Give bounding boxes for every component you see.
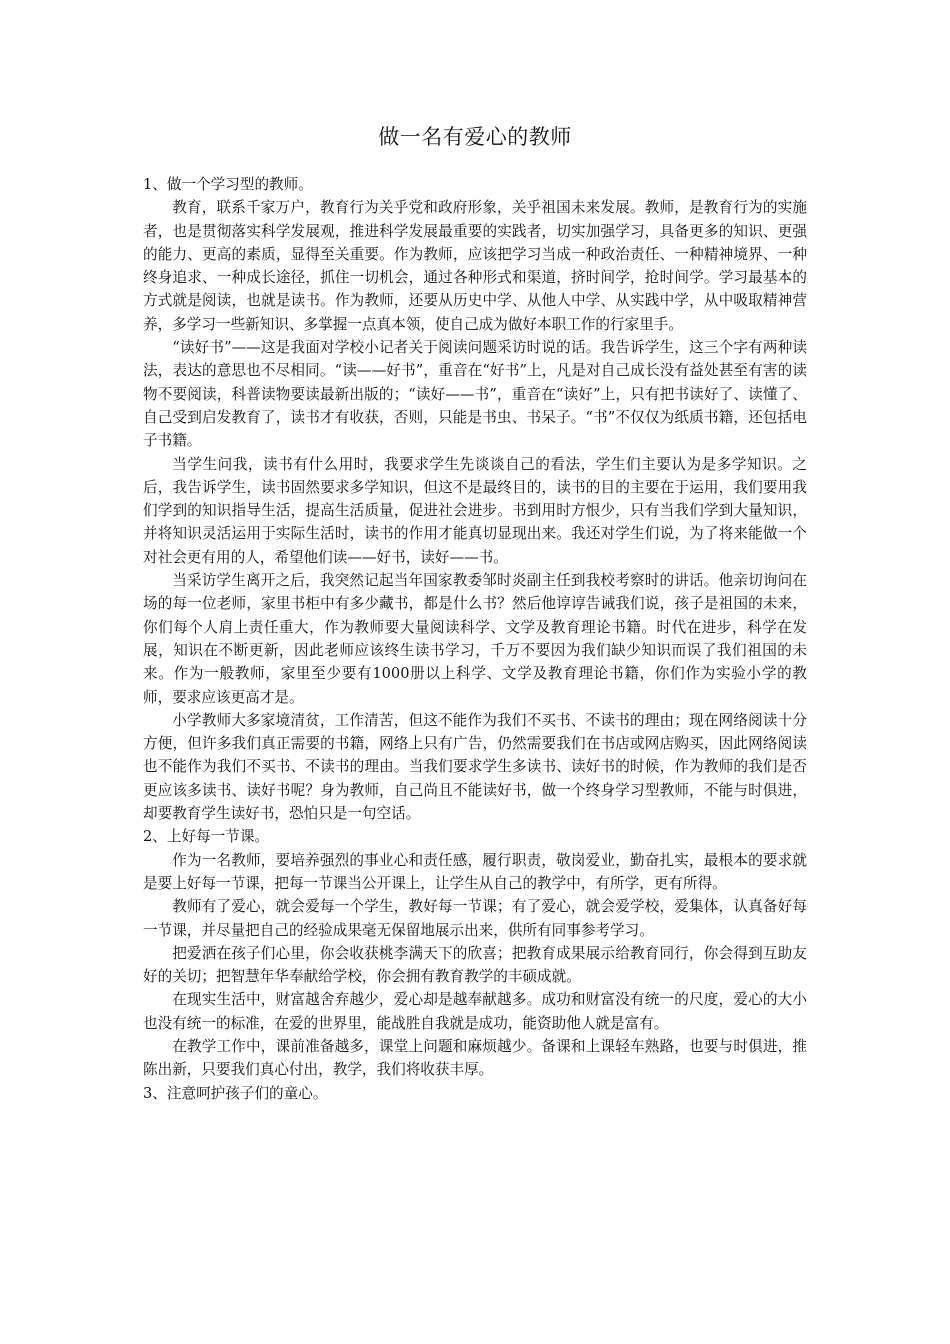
paragraph: 把爱洒在孩子们心里，你会收获桃李满天下的欣喜；把教育成果展示给教育同行，你会得到互助友好的关切；把智慧年华奉献给学校，你会拥有教育教学的丰硕成就。: [143, 944, 807, 986]
section-heading-2: 2、上好每一节课。: [143, 828, 270, 846]
document-body: [143, 173, 807, 1105]
paragraph: 教师有了爱心，就会爱每一个学生，教好每一节课；有了爱心，就会爱学校，爱集体，认真备好每一节课，并尽量把自己的经验成果毫无保留地展示出来，供所有同事参考学习。: [143, 898, 807, 939]
section-heading-1: 1、做一个学习型的教师。: [143, 176, 313, 193]
paragraph: 当学生问我，读书有什么用时，我要求学生先谈谈自己的看法，学生们主要认为是多学知识。之后，我告诉学生，读书固然要求多学知识，但这不是最终目的，读书的目的主要在于运用，我们要用我们学到的知识指导生活，提高生活质量，促进社会进步。书到用时方恨少，只有当我们学到大量知识，并将知识灵活运用于实际生活时，读书的作用才能真切显现出来。我还对学生们说，为了将来能做一个对社会更有用的人，希望他们读——好书，读好——书。: [143, 455, 807, 566]
paragraph: 作为一名教师，要培养强烈的事业心和责任感，履行职责，敬岗爱业，勤奋扎实，最根本的要求就是要上好每一节课，把每一节课当公开课上，让学生从自己的教学中，有所学，更有所得。: [143, 851, 807, 892]
paragraph: 小学教师大多家境清贫，工作清苦，但这不能作为我们不买书、不读书的理由；现在网络阅读十分方便，但许多我们真正需要的书籍，网络上只有广告，仍然需要我们在书店或网店购买，因此网络阅读也不能作为我们不买书、不读书的理由。当我们要求学生多读书、读好书的时候，作为教师的我们是否更应该多读书、读好书呢？身为教师，自己尚且不能读好书，做一个终身学习型教师，不能与时俱进，却要教育学生读好书，恐怕只是一句空话。: [143, 711, 807, 823]
paragraph: “读好书”——这是我面对学校小记者关于阅读问题采访时说的话。我告诉学生，这三个字有两种读法，表达的意思也不尽相同。“读——好书”，重音在“好书”上，凡是对自己成长没有益处甚至有害的读物不要阅读，科普读物要读最新出版的；“读好——书”，重音在“读好”上，只有把书读好了、读懂了、自己受到启发教育了，读书才有收获，否则，只能是书虫、书呆子。“书”不仅仅为纸质书籍，还包括电子书籍。: [143, 339, 807, 450]
section-heading-3: 3、注意呵护孩子们的童心。: [143, 1084, 328, 1102]
paragraph: 在教学工作中，课前准备越多，课堂上问题和麻烦越少。备课和上课轻车熟路，也要与时俱进，推陈出新，只要我们真心付出，教学，我们将收获丰厚。: [143, 1037, 807, 1079]
document-title: 做一名有爱心的教师: [378, 125, 572, 149]
paragraph: 在现实生活中，财富越舍弃越少，爱心却是越奉献越多。成功和财富没有统一的尺度，爱心的大小也没有统一的标准，在爱的世界里，能战胜自我就是成功，能资助他人就是富有。: [143, 991, 807, 1032]
paragraph: 当采访学生离开之后，我突然记起当年国家教委邹时炎副主任到我校考察时的讲话。他亲切询问在场的每一位老师，家里书柜中有多少藏书，都是什么书？然后他谆谆告诫我们说，孩子是祖国的未来，你们每个人肩上责任重大，作为教师要大量阅读科学、文学及教育理论书籍。时代在进步，科学在发展，知识在不断更新，因此老师应该终生读书学习，千万不要因为我们缺少知识而误了我们祖国的未来。作为一般教师，家里至少要有1000册以上科学、文学及教育理论书籍，你们作为实验小学的教师，要求应该更高才是。: [143, 572, 807, 706]
paragraph: 教育，联系千家万户，教育行为关乎党和政府形象，关乎祖国未来发展。教师，是教育行为的实施者，也是贯彻落实科学发展观，推进科学发展最重要的实践者，切实加强学习，具备更多的知识、更强的能力、更高的素质，显得至关重要。作为教师，应该把学习当成一种政治责任、一种精神境界、一种终身追求、一种成长途径，抓住一切机会，通过各种形式和渠道，挤时间学，抢时间学。学习最基本的方式就是阅读，也就是读书。作为教师，还要从历史中学、从他人中学、从实践中学，从中吸取精神营养，多学习一些新知识、多掌握一点真本领，使自己成为做好本职工作的行家里手。: [143, 199, 807, 333]
